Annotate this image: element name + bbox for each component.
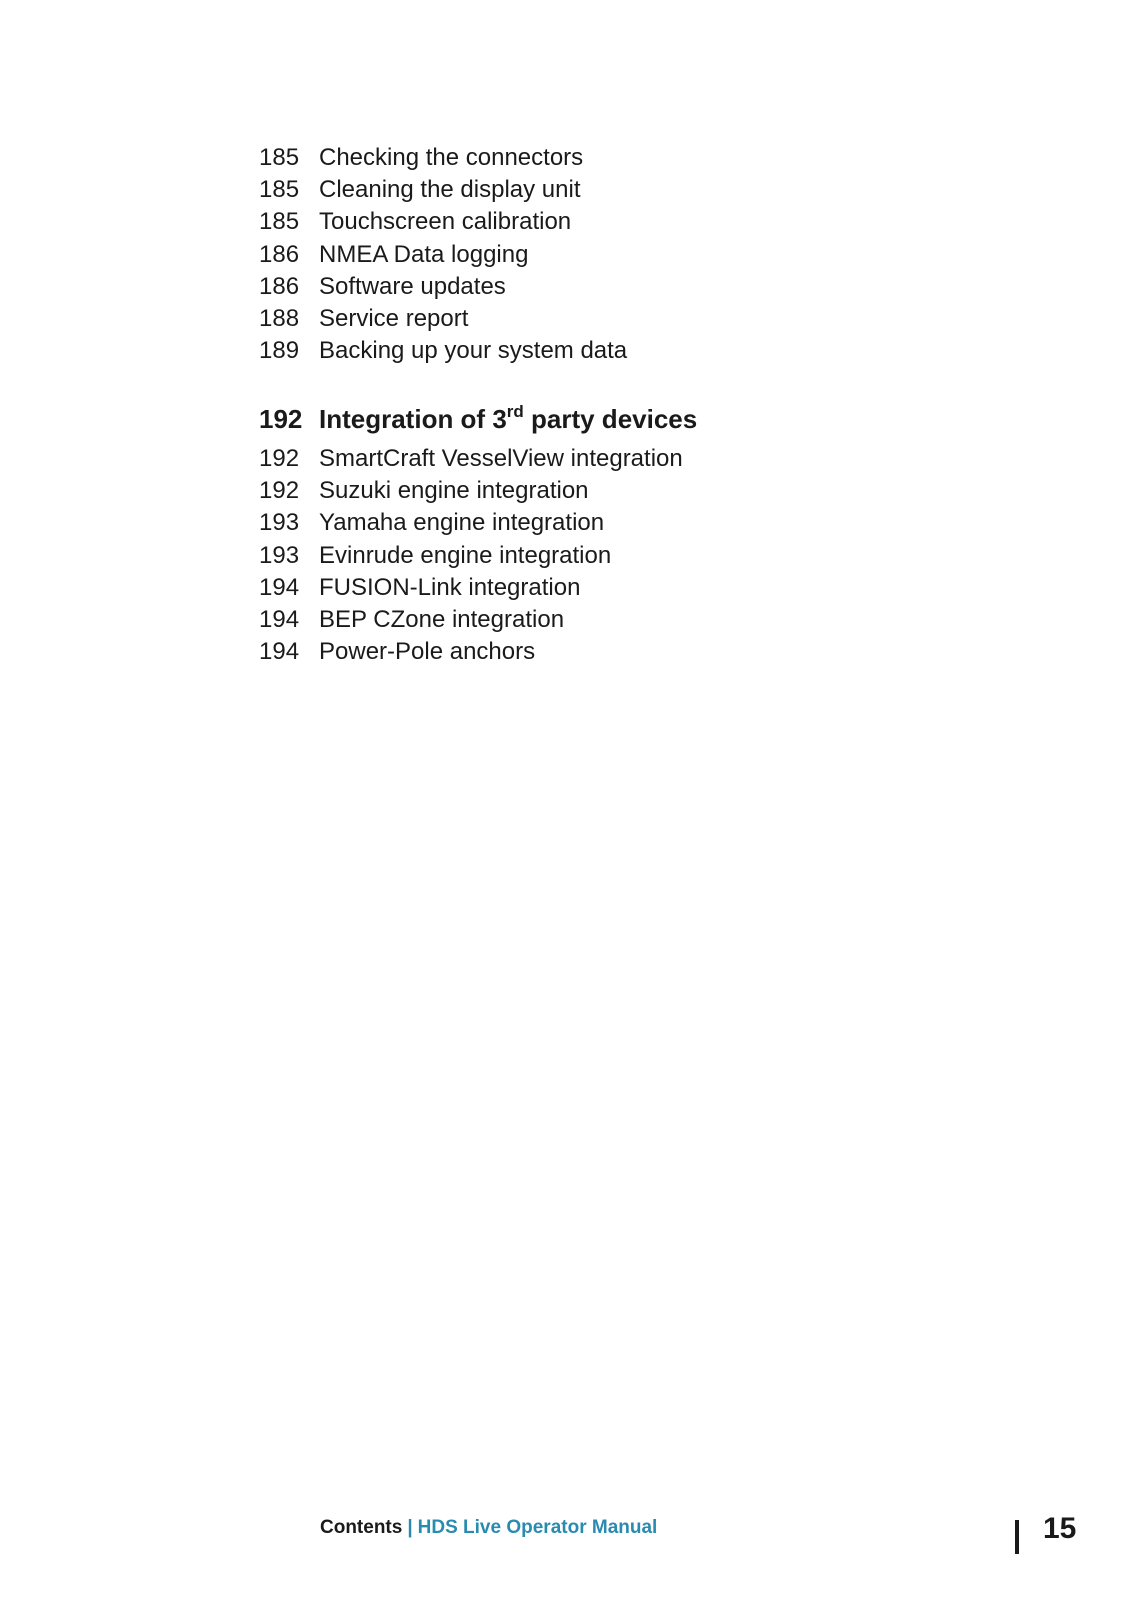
toc-entry[interactable] <box>259 142 627 174</box>
page-number: 15 <box>1043 1512 1077 1545</box>
toc-entry[interactable] <box>259 271 627 303</box>
toc-entry[interactable] <box>259 604 683 636</box>
toc-entry[interactable] <box>259 540 683 572</box>
toc-entry-title: BEP CZone integration <box>319 605 565 633</box>
toc-page-number: 188 <box>259 304 300 332</box>
toc-section-heading[interactable] <box>259 402 697 436</box>
toc-entry[interactable] <box>259 443 683 475</box>
footer-separator: | <box>407 1517 413 1538</box>
section-page-number: 192 <box>259 404 303 434</box>
toc-list-maintenance <box>259 142 627 367</box>
toc-page-number: 194 <box>259 605 300 633</box>
toc-entry-title: Evinrude engine integration <box>319 541 612 569</box>
toc-page-number: 192 <box>259 477 300 505</box>
toc-entry-title: Software updates <box>319 272 506 300</box>
toc-entry[interactable] <box>259 206 627 238</box>
toc-page-number: 194 <box>259 573 300 601</box>
toc-page-number: 193 <box>259 509 300 537</box>
toc-entry[interactable] <box>259 636 683 668</box>
toc-page-number: 185 <box>259 208 300 236</box>
section-title: Integration of 3rd party devices <box>319 402 698 434</box>
toc-entry[interactable] <box>259 174 627 206</box>
footer-manual-title: HDS Live Operator Manual <box>417 1517 658 1538</box>
toc-page-number: 192 <box>259 445 300 472</box>
toc-entry[interactable] <box>259 335 627 367</box>
toc-page-number: 186 <box>259 272 300 300</box>
page-number-divider <box>1015 1520 1019 1554</box>
toc-page-number: 194 <box>259 638 300 666</box>
toc-entry[interactable] <box>259 507 683 539</box>
toc-entry-title: Suzuki engine integration <box>319 477 589 505</box>
toc-page-number: 189 <box>259 337 300 365</box>
toc-entry-title: Power-Pole anchors <box>319 638 536 666</box>
toc-entry-title: Yamaha engine integration <box>319 509 605 537</box>
toc-entry-title: FUSION-Link integration <box>319 573 581 601</box>
toc-entry[interactable] <box>259 572 683 604</box>
toc-entry[interactable] <box>259 239 627 271</box>
toc-list-integration <box>259 443 683 668</box>
toc-entry-title: Cleaning the display unit <box>319 176 581 204</box>
toc-entry[interactable] <box>259 475 683 507</box>
toc-page-number: 185 <box>259 144 300 171</box>
toc-entry-title: Backing up your system data <box>319 337 628 365</box>
toc-entry-title: SmartCraft VesselView integration <box>319 445 683 472</box>
toc-entry[interactable] <box>259 303 627 335</box>
footer-section-label: Contents <box>320 1517 403 1538</box>
toc-page-number: 186 <box>259 240 300 268</box>
toc-entry-title: NMEA Data logging <box>319 240 529 268</box>
toc-entry-title: Checking the connectors <box>319 144 584 171</box>
toc-entry-title: Touchscreen calibration <box>319 208 572 236</box>
toc-entry-title: Service report <box>319 304 469 332</box>
toc-page-number: 185 <box>259 176 300 204</box>
page-footer <box>320 1517 657 1539</box>
toc-page-number: 193 <box>259 541 300 569</box>
